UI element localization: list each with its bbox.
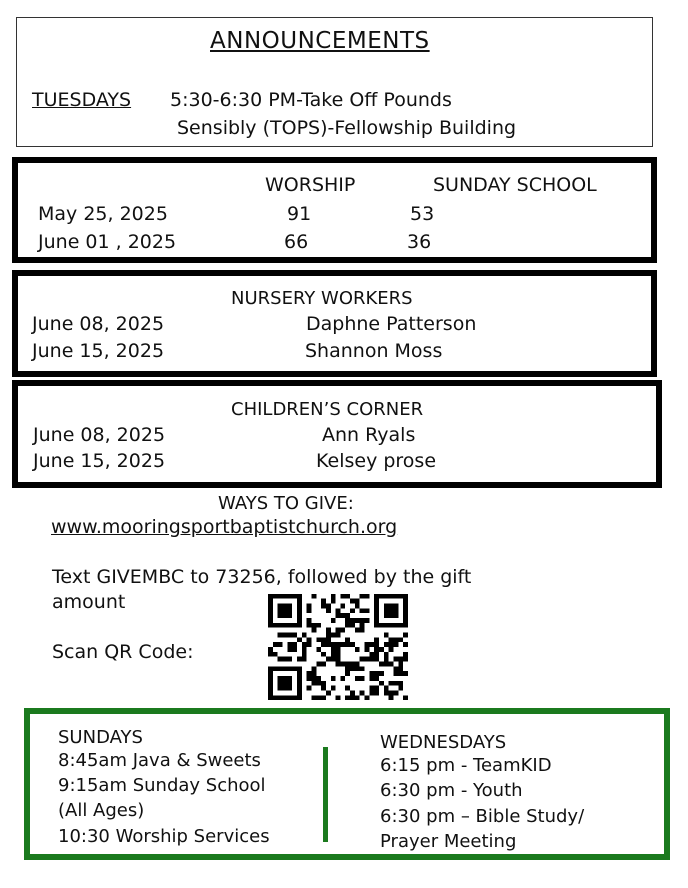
sunday-item: (All Ages) [58, 800, 145, 821]
sunday-item: 8:45am Java & Sweets [58, 750, 261, 771]
nursery-worker: Daphne Patterson [306, 313, 477, 335]
sunday-school-count: 53 [410, 203, 435, 225]
worship-count: 91 [287, 203, 312, 225]
childrens-corner-date: June 08, 2025 [33, 424, 166, 446]
nursery-title: NURSERY WORKERS [231, 288, 413, 309]
attendance-date: May 25, 2025 [38, 203, 168, 225]
church-website-link[interactable]: www.mooringsportbaptistchurch.org [51, 516, 398, 538]
attendance-date: June 01 , 2025 [38, 231, 177, 253]
childrens-corner-title: CHILDREN’S CORNER [231, 399, 424, 420]
scan-qr-label: Scan QR Code: [52, 641, 194, 663]
sundays-title: SUNDAYS [58, 727, 143, 748]
schedule-divider [323, 747, 328, 842]
text-to-give-line-1: Text GIVEMBC to 73256, followed by the gift [52, 566, 472, 588]
tops-line-1: 5:30-6:30 PM-Take Off Pounds [170, 89, 452, 111]
wednesday-item: 6:30 pm – Bible Study/ [380, 806, 585, 827]
sunday-item: 10:30 Worship Services [58, 826, 270, 847]
nursery-worker: Shannon Moss [305, 340, 443, 362]
tuesdays-label: TUESDAYS [32, 89, 132, 111]
announcements-title: ANNOUNCEMENTS [210, 28, 430, 54]
worship-count: 66 [284, 231, 309, 253]
childrens-corner-name: Ann Ryals [322, 424, 416, 446]
childrens-corner-date: June 15, 2025 [33, 450, 166, 472]
ways-to-give-title: WAYS TO GIVE: [218, 493, 354, 514]
worship-header: WORSHIP [265, 174, 356, 196]
childrens-corner-name: Kelsey prose [316, 450, 437, 472]
wednesdays-title: WEDNESDAYS [380, 732, 507, 753]
tops-line-2: Sensibly (TOPS)-Fellowship Building [177, 117, 517, 139]
wednesday-item: 6:30 pm - Youth [380, 780, 523, 801]
wednesday-item: Prayer Meeting [380, 831, 517, 852]
nursery-date: June 15, 2025 [32, 340, 165, 362]
wednesday-item: 6:15 pm - TeamKID [380, 755, 552, 776]
sunday-school-count: 36 [407, 231, 432, 253]
qr-code-icon[interactable] [268, 593, 408, 701]
sunday-school-header: SUNDAY SCHOOL [433, 174, 597, 196]
nursery-date: June 08, 2025 [32, 313, 165, 335]
sunday-item: 9:15am Sunday School [58, 775, 266, 796]
text-to-give-line-2: amount [52, 591, 126, 613]
